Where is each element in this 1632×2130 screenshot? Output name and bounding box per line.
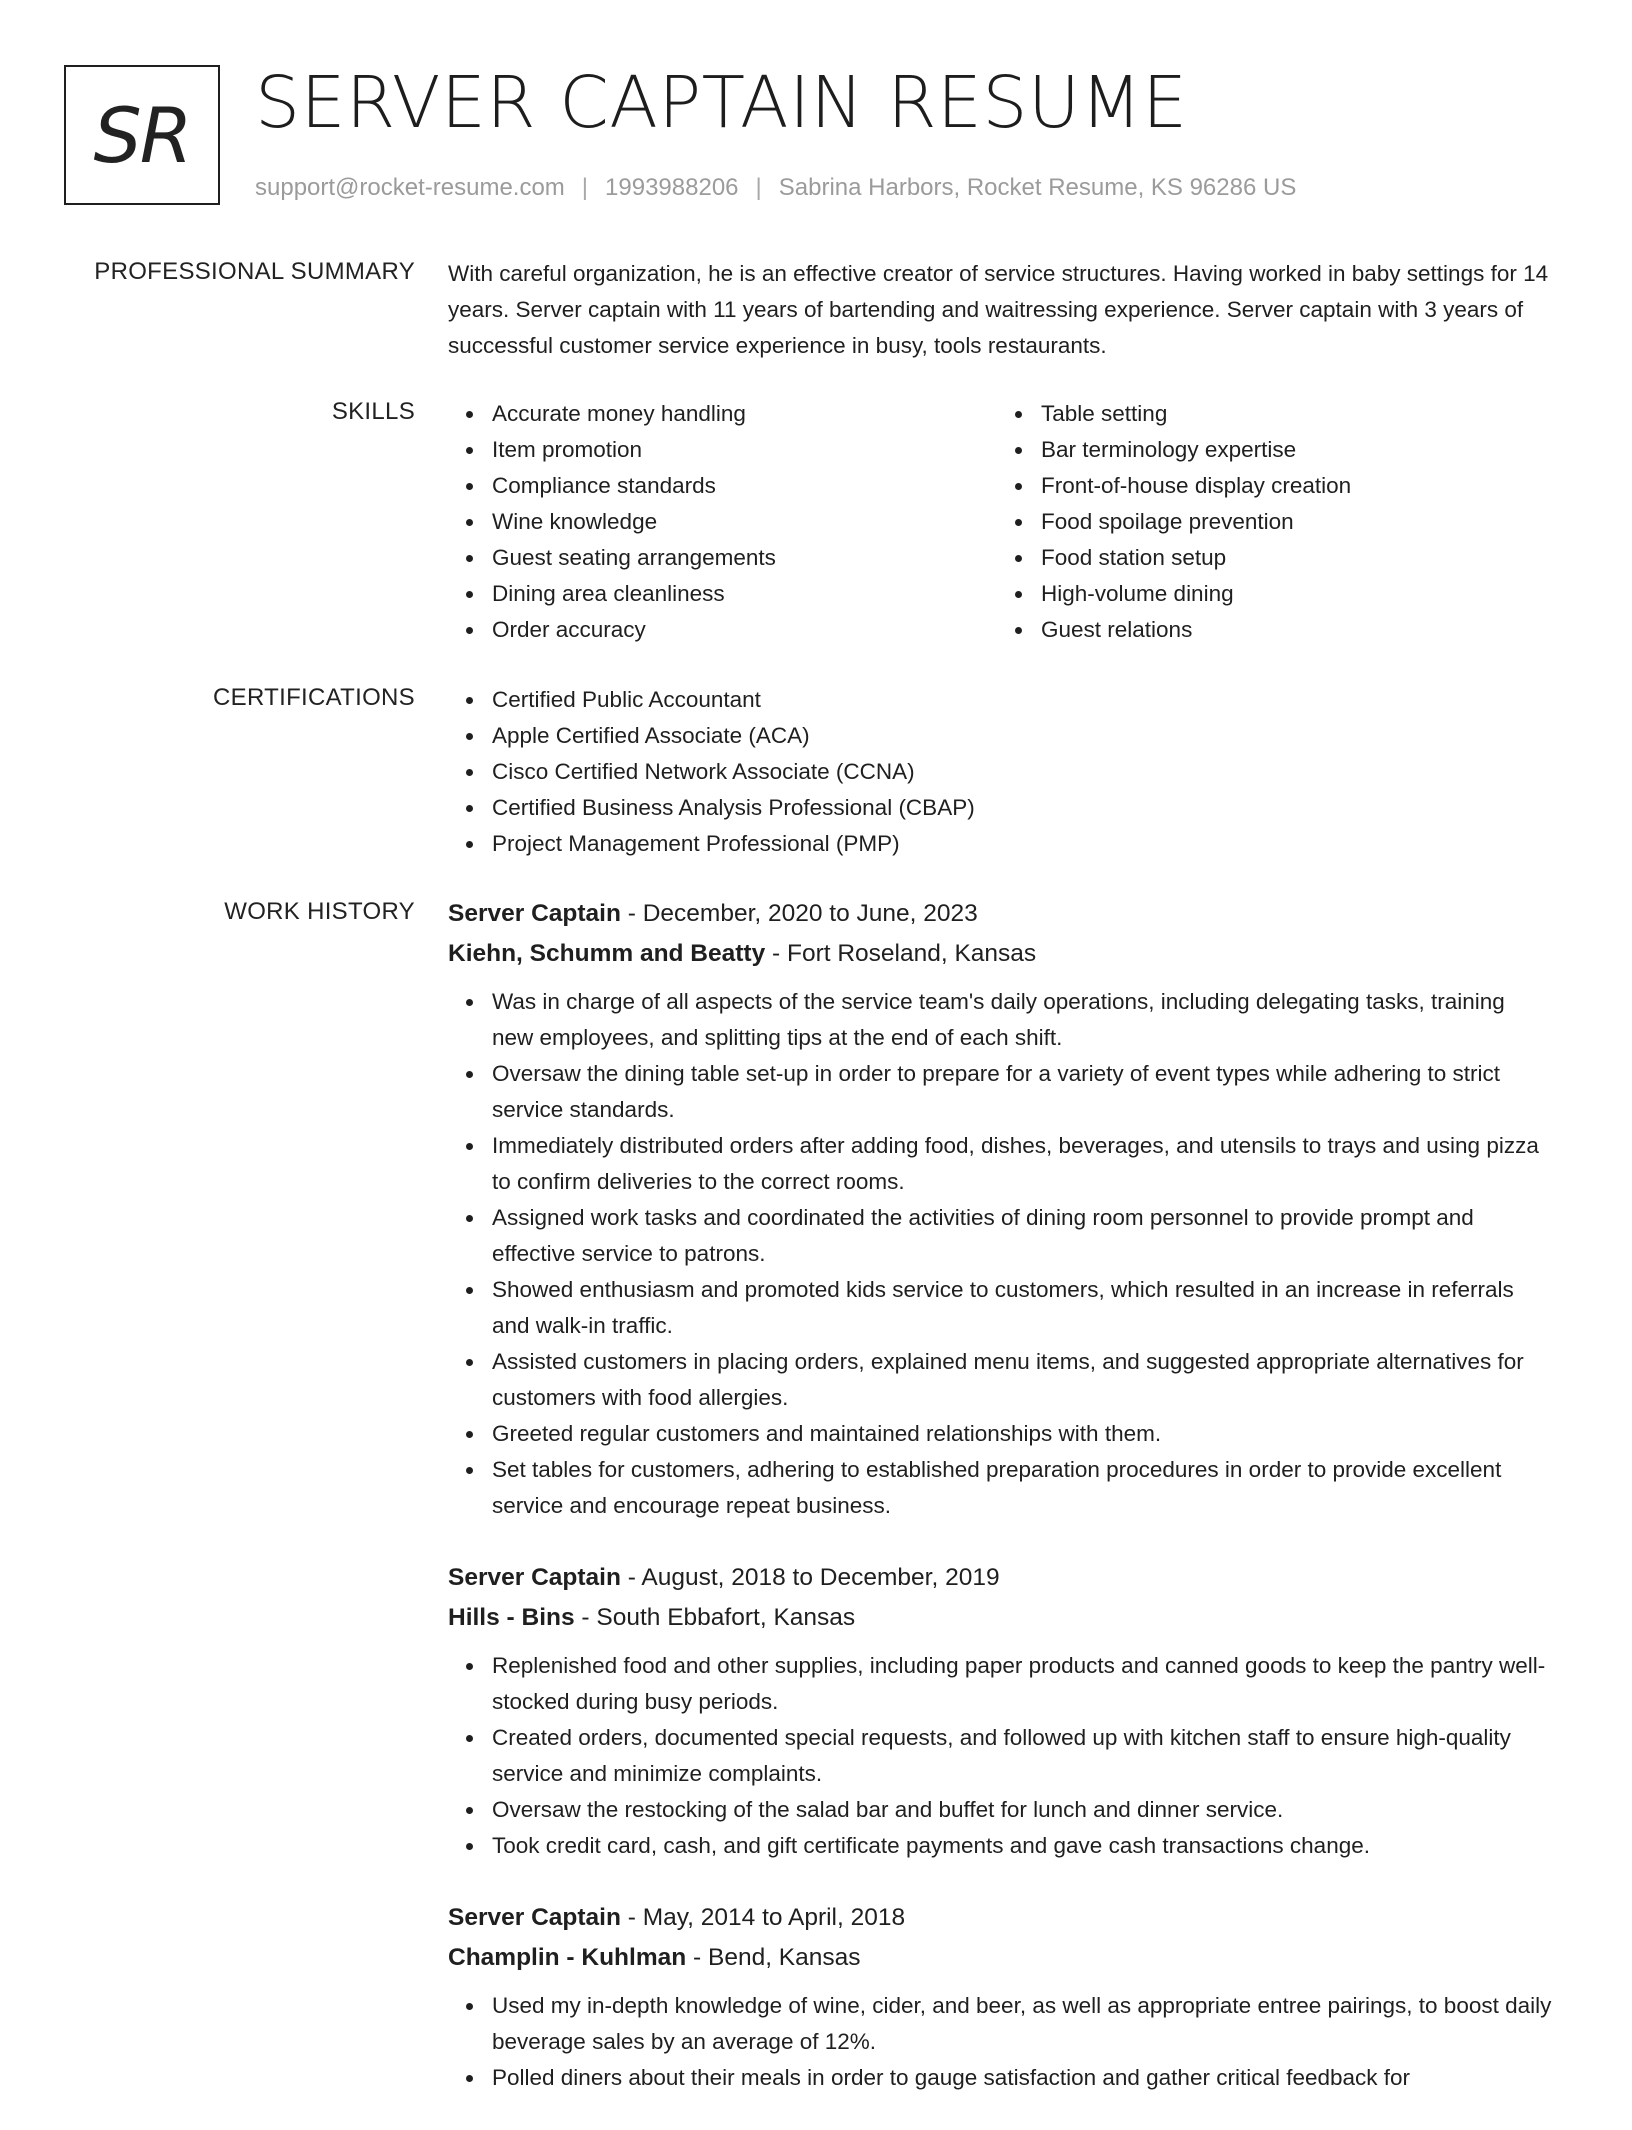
resume-header [64, 61, 1544, 214]
contact-separator: | [755, 174, 762, 201]
job-company-line [448, 1598, 1552, 1638]
job-bullet-list [448, 1648, 1552, 1864]
skill-item: Table setting [1041, 396, 1546, 432]
job-company: Champlin - Kuhlman [448, 1944, 687, 1971]
job-bullet: Showed enthusiasm and promoted kids service to customers, which resulted in an increase in referrals and walk-in traffic. [492, 1272, 1552, 1344]
job-location: - South Ebbafort, Kansas [574, 1604, 856, 1631]
job-title-line [448, 1558, 1552, 1598]
job-entry [448, 1558, 1552, 1864]
skills-list-right [997, 396, 1546, 648]
job-company-line [448, 934, 1552, 974]
job-company: Kiehn, Schumm and Beatty [448, 940, 766, 967]
job-bullet-list [448, 1988, 1552, 2096]
skill-item: Order accuracy [492, 612, 997, 648]
job-bullet: Assisted customers in placing orders, explained menu items, and suggested appropriate alternatives for customers with food allergies. [492, 1344, 1552, 1416]
contact-separator: | [581, 174, 589, 201]
certification-item: Apple Certified Associate (ACA) [492, 718, 1552, 754]
job-bullet: Immediately distributed orders after adding food, dishes, beverages, and utensils to trays and using pizza to confirm deliveries to the correct rooms. [492, 1128, 1552, 1200]
job-dates: - August, 2018 to December, 2019 [620, 1564, 1000, 1591]
job-bullet: Created orders, documented special requests, and followed up with kitchen staff to ensure high-quality service and minimize complaints. [492, 1720, 1552, 1792]
work-history-body [448, 894, 1552, 2130]
skill-item: Food station setup [1041, 540, 1546, 576]
skill-item: Food spoilage prevention [1041, 504, 1546, 540]
job-title-line [448, 1898, 1552, 1938]
certifications-list [448, 682, 1552, 862]
job-bullet: Assigned work tasks and coordinated the activities of dining room personnel to provide prompt and effective service to patrons. [492, 1200, 1552, 1272]
job-location: - Bend, Kansas [686, 1944, 861, 1971]
certification-item: Project Management Professional (PMP) [492, 826, 1552, 862]
job-entry [448, 1898, 1552, 2096]
job-bullet: Greeted regular customers and maintained relationships with them. [492, 1416, 1552, 1452]
skill-item: High-volume dining [1041, 576, 1546, 612]
job-bullet: Oversaw the restocking of the salad bar and buffet for lunch and dinner service. [492, 1792, 1552, 1828]
job-bullet: Oversaw the dining table set-up in order to prepare for a variety of event types while adhering to strict service standards. [492, 1056, 1552, 1128]
contact-phone[interactable]: 1993988206 [605, 174, 739, 201]
skill-item: Wine knowledge [492, 504, 997, 540]
skill-item: Guest seating arrangements [492, 540, 997, 576]
certifications-heading: CERTIFICATIONS [213, 684, 415, 711]
job-entry [448, 894, 1552, 1524]
contact-line [255, 174, 1296, 202]
job-bullet: Took credit card, cash, and gift certificate payments and gave cash transactions change. [492, 1828, 1552, 1864]
monogram-logo: SR [64, 65, 220, 205]
job-bullet: Set tables for customers, adhering to established preparation procedures in order to provide excellent service and encourage repeat business. [492, 1452, 1552, 1524]
summary-heading: PROFESSIONAL SUMMARY [94, 258, 415, 285]
skill-item: Item promotion [492, 432, 997, 468]
skill-item: Compliance standards [492, 468, 997, 504]
job-title: Server Captain [448, 1564, 621, 1591]
job-bullet: Used my in-depth knowledge of wine, cider, and beer, as well as appropriate entree pairings, to boost daily beverage sales by an average of 12%. [492, 1988, 1552, 2060]
job-title: Server Captain [448, 1904, 621, 1931]
job-dates: - December, 2020 to June, 2023 [620, 900, 978, 927]
skills-list-left [448, 396, 997, 648]
job-title: Server Captain [448, 900, 621, 927]
resume-title: SERVER CAPTAIN RESUME [255, 61, 1188, 144]
certification-item: Certified Public Accountant [492, 682, 1552, 718]
job-location: - Fort Roseland, Kansas [765, 940, 1037, 967]
skill-item: Bar terminology expertise [1041, 432, 1546, 468]
skills-columns [448, 396, 1552, 648]
job-bullet-list [448, 984, 1552, 1524]
job-company: Hills - Bins [448, 1604, 575, 1631]
contact-address: Sabrina Harbors, Rocket Resume, KS 96286 US [778, 174, 1297, 201]
summary-text: With careful organization, he is an effective creator of service structures. Having worked in baby settings for 14 years. Server captain with 11 years of bartending and waitressing experience. Server captain with 3 years of successful customer service experience in busy, tools restaurants. [448, 261, 1549, 358]
skill-item: Accurate money handling [492, 396, 997, 432]
contact-email[interactable]: support@rocket-resume.com [255, 174, 565, 201]
job-title-line [448, 894, 1552, 934]
job-bullet: Polled diners about their meals in order to gauge satisfaction and gather critical feedback for [492, 2060, 1552, 2096]
work-history-heading: WORK HISTORY [224, 898, 415, 925]
skill-item: Dining area cleanliness [492, 576, 997, 612]
skill-item: Guest relations [1041, 612, 1546, 648]
certification-item: Cisco Certified Network Associate (CCNA) [492, 754, 1552, 790]
skills-heading: SKILLS [331, 398, 415, 425]
job-dates: - May, 2014 to April, 2018 [620, 1904, 906, 1931]
certifications-body [448, 682, 1552, 862]
job-bullet: Was in charge of all aspects of the service team's daily operations, including delegating tasks, training new employees, and splitting tips at the end of each shift. [492, 984, 1552, 1056]
certification-item: Certified Business Analysis Professional (CBAP) [492, 790, 1552, 826]
skill-item: Front-of-house display creation [1041, 468, 1546, 504]
job-company-line [448, 1938, 1552, 1978]
job-bullet: Replenished food and other supplies, including paper products and canned goods to keep the pantry well-stocked during busy periods. [492, 1648, 1552, 1720]
